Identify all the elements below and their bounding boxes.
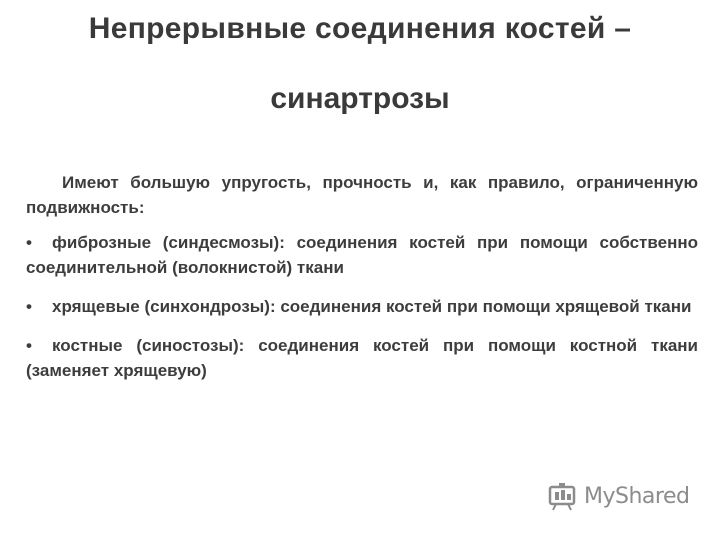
slide-body bbox=[26, 170, 698, 397]
bullet-symbol: • bbox=[26, 233, 32, 252]
intro-paragraph: Имеют большую упругость, прочность и, как правило, ограниченную подвижность: bbox=[26, 173, 698, 217]
bullet-symbol: • bbox=[26, 297, 32, 316]
bullet-item-fibrous bbox=[26, 230, 698, 280]
slide-subtitle: синартрозы bbox=[270, 82, 450, 115]
bullet-item-cartilaginous bbox=[26, 294, 698, 319]
bullet-text: фиброзные (синдесмозы): соединения костей при помощи собственно соединительной (волокнистой) ткани bbox=[26, 233, 698, 277]
bullet-text: костные (синостозы): соединения костей при помощи костной ткани (заменяет хрящевую) bbox=[26, 336, 698, 380]
bullet-item-bony bbox=[26, 333, 698, 383]
myshared-logo-icon bbox=[546, 481, 580, 511]
myshared-watermark bbox=[546, 480, 689, 512]
slide-title: Непрерывные соединения костей – bbox=[88, 12, 632, 45]
bullet-text: хрящевые (синхондрозы): соединения костей при помощи хрящевой ткани bbox=[52, 297, 692, 316]
myshared-logo-text: MyShared bbox=[584, 483, 690, 509]
bullet-symbol: • bbox=[26, 336, 32, 355]
